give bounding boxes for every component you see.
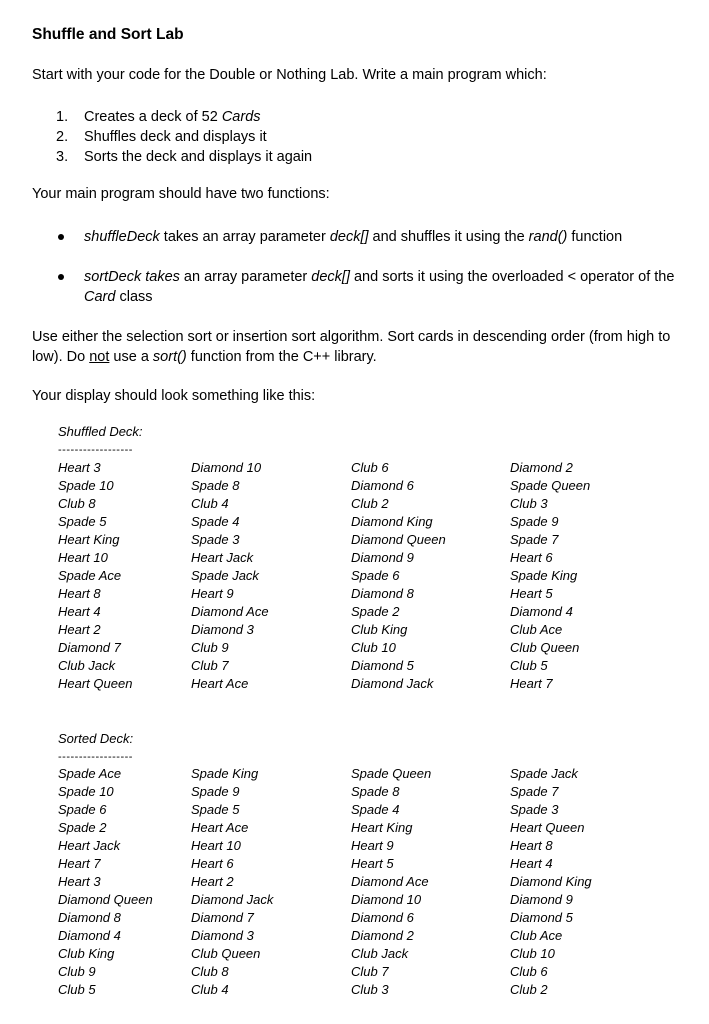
card-entry: Spade 9 (510, 514, 559, 529)
card-entry: Spade 2 (58, 820, 107, 835)
card-entry: Heart 3 (58, 874, 101, 889)
card-entry: Heart 4 (510, 856, 553, 871)
card-entry: Club 9 (191, 640, 229, 655)
card-entry: Diamond King (510, 874, 592, 889)
card-entry: Diamond King (351, 514, 433, 529)
card-entry: Heart King (58, 532, 120, 547)
sorted-deck-heading: Sorted Deck: (58, 731, 134, 746)
card-entry: Diamond Jack (351, 676, 434, 691)
card-entry: Heart 4 (58, 604, 101, 619)
card-entry: Spade 2 (351, 604, 400, 619)
card-entry: Spade 8 (191, 478, 240, 493)
card-entry: Heart 7 (58, 856, 101, 871)
card-entry: Heart 9 (351, 838, 394, 853)
card-entry: Diamond Ace (191, 604, 269, 619)
card-entry: Diamond 6 (351, 910, 414, 925)
intro-text: Start with your code for the Double or Nothing Lab. Write a main program which: (32, 67, 547, 83)
card-entry: Heart 7 (510, 676, 553, 691)
card-entry: Spade 5 (191, 802, 240, 817)
card-entry: Diamond 2 (351, 928, 414, 943)
card-entry: Club 7 (191, 658, 229, 673)
card-entry: Diamond 9 (351, 550, 414, 565)
card-entry: Club 6 (510, 964, 548, 979)
card-entry: Heart 10 (58, 550, 108, 565)
card-entry: Club Jack (58, 658, 116, 673)
card-entry: Heart 8 (510, 838, 553, 853)
card-entry: Club 3 (510, 496, 548, 511)
card-entry: Club 6 (351, 460, 389, 475)
card-entry: Diamond 7 (58, 640, 121, 655)
card-entry: Diamond 3 (191, 622, 254, 637)
card-entry: Club 8 (191, 964, 229, 979)
card-entry: Heart Jack (191, 550, 254, 565)
card-entry: Club 4 (191, 496, 229, 511)
card-entry: Spade Ace (58, 568, 122, 583)
sorted-column-1 (58, 765, 153, 999)
card-entry: Club 10 (351, 640, 396, 655)
algorithm-paragraph: Use either the selection sort or insertion sort algorithm. Sort cards in descending order (from high to low). Do not use a sort() function from the C++ library. (32, 329, 671, 365)
card-entry: Diamond 7 (191, 910, 254, 925)
card-entry: Club 9 (58, 964, 96, 979)
card-entry: Spade Queen (510, 478, 591, 493)
card-entry: Diamond 5 (510, 910, 573, 925)
display-intro: Your display should look something like this: (32, 388, 316, 404)
card-entry: Club 3 (351, 982, 389, 997)
shuffled-column-2 (191, 459, 269, 693)
shuffled-column-3 (351, 459, 446, 693)
card-entry: Diamond 10 (191, 460, 262, 475)
steps-list (56, 107, 312, 167)
card-entry: Diamond Ace (351, 874, 429, 889)
shuffled-column-1 (58, 459, 132, 693)
card-entry: Heart Ace (191, 676, 249, 691)
card-entry: Heart Queen (58, 676, 133, 691)
card-entry: Club 8 (58, 496, 96, 511)
card-entry: Spade King (191, 766, 259, 781)
card-entry: Diamond 4 (510, 604, 573, 619)
card-entry: Heart 2 (58, 622, 101, 637)
bullet-dot (58, 274, 64, 280)
card-entry: Spade 8 (351, 784, 400, 799)
functions-intro: Your main program should have two functions: (32, 186, 330, 202)
card-entry: Club 5 (58, 982, 96, 997)
card-entry: Heart 6 (510, 550, 553, 565)
step-item: 1. Creates a deck of 52 Cards (56, 109, 261, 125)
card-entry: Spade 6 (351, 568, 400, 583)
card-entry: Club King (58, 946, 115, 961)
card-entry: Spade 10 (58, 478, 114, 493)
card-entry: Diamond 2 (510, 460, 573, 475)
card-entry: Diamond 4 (58, 928, 121, 943)
sorted-column-4 (510, 765, 592, 999)
card-entry: Heart 6 (191, 856, 234, 871)
card-entry: Club 2 (510, 982, 548, 997)
card-entry: Diamond 5 (351, 658, 414, 673)
step-item: 3. Sorts the deck and displays it again (56, 149, 313, 165)
card-entry: Spade 10 (58, 784, 114, 799)
shuffled-deck-divider: ------------------ (58, 444, 133, 456)
card-entry: Diamond 8 (58, 910, 121, 925)
card-entry: Heart 8 (58, 586, 101, 601)
card-entry: Heart 3 (58, 460, 101, 475)
card-entry: Spade 9 (191, 784, 240, 799)
card-entry: Spade King (510, 568, 578, 583)
page-title: Shuffle and Sort Lab (32, 26, 184, 43)
card-entry: Heart 5 (510, 586, 553, 601)
sorted-column-3 (351, 765, 431, 999)
card-entry: Heart King (351, 820, 413, 835)
card-entry: Diamond 9 (510, 892, 573, 907)
card-entry: Diamond 6 (351, 478, 414, 493)
card-entry: Club Ace (510, 622, 563, 637)
card-entry: Club King (351, 622, 408, 637)
card-entry: Diamond Queen (58, 892, 153, 907)
card-entry: Heart 9 (191, 586, 234, 601)
bullet-shuffle-deck: shuffleDeck takes an array parameter deck[] and shuffles it using the rand() function (58, 227, 678, 247)
card-entry: Diamond 10 (351, 892, 422, 907)
card-entry: Diamond 3 (191, 928, 254, 943)
card-entry: Heart 10 (191, 838, 241, 853)
card-entry: Heart Jack (58, 838, 121, 853)
card-entry: Spade Jack (191, 568, 259, 583)
card-entry: Spade 7 (510, 784, 559, 799)
bullet-dot (58, 234, 64, 240)
card-entry: Spade 5 (58, 514, 107, 529)
card-entry: Club 2 (351, 496, 389, 511)
sorted-deck-divider: ------------------ (58, 751, 133, 763)
card-entry: Heart Queen (510, 820, 585, 835)
card-entry: Spade 6 (58, 802, 107, 817)
card-entry: Club 5 (510, 658, 548, 673)
shuffled-deck-heading: Shuffled Deck: (58, 424, 143, 439)
card-entry: Spade 3 (191, 532, 240, 547)
step-item: 2. Shuffles deck and displays it (56, 129, 267, 145)
card-entry: Spade Queen (351, 766, 432, 781)
card-entry: Diamond Jack (191, 892, 274, 907)
card-entry: Club 7 (351, 964, 389, 979)
card-entry: Spade 4 (191, 514, 240, 529)
card-entry: Spade Jack (510, 766, 578, 781)
card-entry: Diamond Queen (351, 532, 446, 547)
card-entry: Spade 3 (510, 802, 559, 817)
card-entry: Spade Ace (58, 766, 122, 781)
card-entry: Club 4 (191, 982, 229, 997)
card-entry: Heart Ace (191, 820, 249, 835)
card-entry: Club 10 (510, 946, 555, 961)
card-entry: Heart 5 (351, 856, 394, 871)
card-entry: Club Queen (191, 946, 261, 961)
shuffled-column-4 (510, 459, 590, 693)
card-entry: Club Queen (510, 640, 580, 655)
sorted-column-2 (191, 765, 273, 999)
card-entry: Spade 4 (351, 802, 400, 817)
card-entry: Heart 2 (191, 874, 234, 889)
card-entry: Club Jack (351, 946, 409, 961)
bullet-sort-deck: sortDeck takes an array parameter deck[] and sorts it using the overloaded < operator of the Card class (58, 267, 678, 307)
card-entry: Spade 7 (510, 532, 559, 547)
card-entry: Club Ace (510, 928, 563, 943)
card-entry: Diamond 8 (351, 586, 414, 601)
